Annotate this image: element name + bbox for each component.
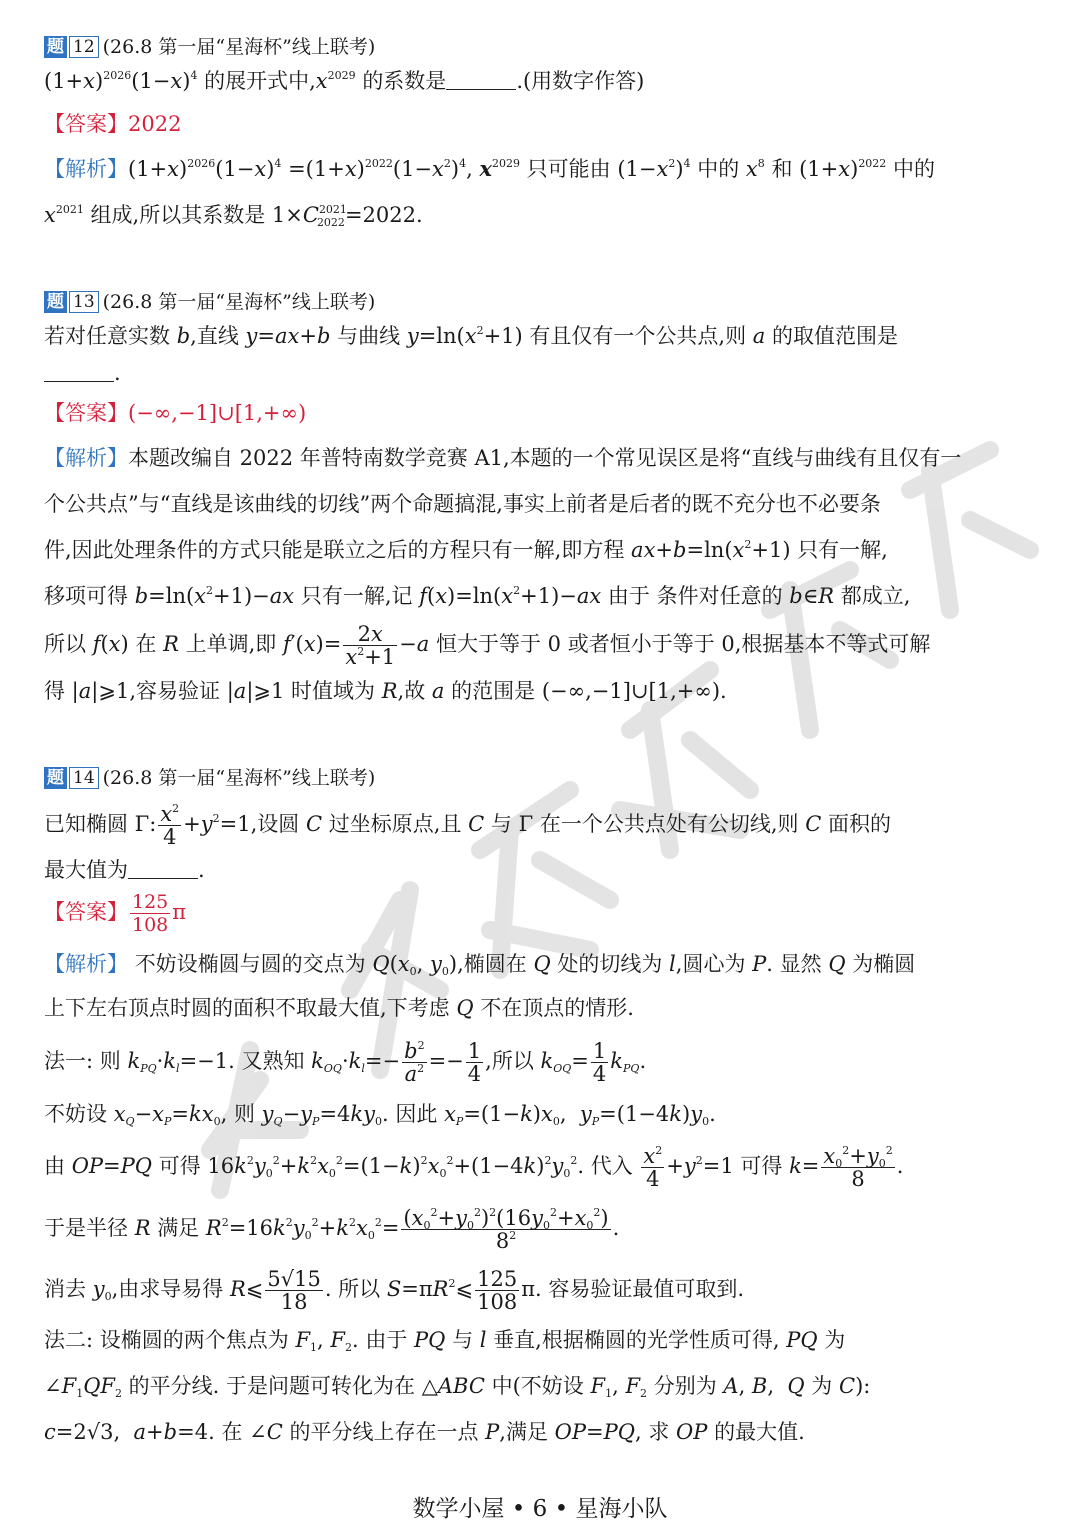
q12-solution-line2: $x^{2021}$ 组成,所以其系数是 $1\times C^{2021}_{2022}=2022$. [44, 203, 423, 229]
q14-answer [44, 890, 1040, 936]
q13-stem-line1: 若对任意实数 b,直线 y=ax+b 与曲线 $y=\ln(x^2+1)$ 有且仅有一个公共点,则 a 的取值范围是 [44, 324, 898, 348]
q13-stem-b: ,直线 [190, 324, 239, 348]
method1-label: 法一: [44, 1049, 94, 1073]
q14-m2-l3e: 的最大值. [714, 1420, 805, 1444]
q14-m2-l3d: , 求 [635, 1420, 670, 1444]
q14-m1-l3c: . 代入 [577, 1154, 633, 1178]
q13-sol-l6c: 时值域为 [291, 679, 376, 703]
answer-numerator: 125 [132, 891, 169, 913]
q14-header [44, 763, 1040, 793]
question-tag: 题 [44, 291, 67, 313]
q13-sol-l2: 个公共点”与“直线是该曲线的切线”两个命题搞混,事实上前者是后者的既不充分也不必要条 [44, 492, 881, 516]
q12-header [44, 32, 1040, 62]
q13-sol-l4b: 只有一解,记 [300, 584, 413, 608]
method2-label: 法二: [44, 1328, 94, 1352]
q12-sol-t5: 组成,所以其系数是 [90, 203, 266, 227]
q14-stem-c: 过坐标原点,且 [328, 812, 462, 836]
q14-method1-line2: 不妨设 $x_Q-x_P=kx_0$, 则 $y_Q-y_P=4ky_0$. 因此 $x_P=(1-k)x_0$, $y_P=(1-4k)y_0$. [44, 1102, 716, 1128]
q13-solution-line1 [44, 443, 1040, 473]
q14-m2-l2c: 分别为 [653, 1374, 717, 1398]
q14-m1-b: . 又熟知 [228, 1049, 305, 1073]
q14-method1-line3: 由 OP=PQ 可得 $16k^2y_0^2+k^2x_0^2=(1-k)^2x_0^2+(1-4k)^2y_0^2$. 代入 $\frac{x^2}{4}$ $+y^2=1$ 可得 k= $\frac{x_0^2+y_0^2}{8}$ . [44, 1144, 904, 1191]
answer-blank [446, 71, 516, 90]
q14-method2-line1: 法二: 设椭圆的两个焦点为 $F_1$, $F_2$. 由于 PQ 与 l 垂直,根据椭圆的光学性质可得, PQ 为 [44, 1328, 846, 1354]
answer-denominator: 108 [132, 914, 169, 936]
answer-label: 【答案】 [44, 900, 128, 924]
q14-stem-d: 与 [490, 812, 512, 836]
q12-sol-t3: 和 [771, 157, 793, 181]
answer-pi: π [172, 900, 187, 924]
q13-header [44, 287, 1040, 317]
q13-sol-l3b: 只有一解, [797, 538, 888, 562]
q14-m1-l2b: , 则 [220, 1102, 255, 1126]
q12-stem-text: 的展开式中, [204, 69, 316, 93]
q14-m1-l5b: ,由求导易得 [111, 1277, 224, 1301]
question-source: (26.8 第一届“星海杯”线上联考) [102, 291, 376, 313]
q14-stem-g: 最大值为 [44, 858, 128, 882]
page-footer: 数学小屋 • 6 • 星海小队 [412, 1496, 668, 1522]
q14-m1-l3b: 可得 [158, 1154, 201, 1178]
q14-m2-l3c: ,满足 [499, 1420, 548, 1444]
q14-stem-e: 在一个公共点处有公切线,则 [539, 812, 799, 836]
q13-sol-l4d: 都成立, [840, 584, 911, 608]
q14-method2-line2: $\angle F_1QF_2$ 的平分线. 于是问题可转化为在 △ABC 中(不妨设 $F_1$, $F_2$ 分别为 A, B, Q 为 C): [44, 1374, 871, 1400]
q12-sol-t1: 只可能由 [526, 157, 611, 181]
q13-stem-a: 若对任意实数 [44, 324, 170, 348]
q14-stem-line1: 已知椭圆 Γ: $\frac{x^2}{4}$ $+y^2=1$,设圆 C 过坐标原点,且 C 与 Γ 在一个公共点处有公切线,则 C 面积的 [44, 802, 891, 849]
q13-sol-l6d: ,故 [397, 679, 426, 703]
q14-m2-e: 为 [824, 1328, 846, 1352]
question-number: 12 [69, 36, 99, 58]
q13-answer [44, 398, 1040, 428]
q14-stem-b: ,设圆 [250, 812, 300, 836]
answer-label: 【答案】 [44, 112, 128, 136]
answer-value: 2022 [128, 112, 182, 136]
q13-solution-line2 [44, 489, 1040, 519]
q13-solution-line6: 得 |a|⩾1,容易验证 |a|⩾1 时值域为 R,故 a 的范围是 (−∞,−1]∪[1,+∞). [44, 679, 727, 703]
q13-solution-line3: 件,因此处理条件的方式只能是联立之后的方程只有一解,即方程 $ax+b=\ln(x^2+1)$ 只有一解, [44, 538, 888, 562]
q14-m2-l2b: 中(不妨设 [491, 1374, 584, 1398]
q13-sol-l4a: 移项可得 [44, 584, 128, 608]
q14-solution-line2: 上下左右顶点时圆的面积不取最大值,下考虑 Q 不在顶点的情形. [44, 996, 634, 1020]
q14-m1-l3d: 可得 [740, 1154, 783, 1178]
question-tag: 题 [44, 36, 67, 58]
q13-sol-l5c: 上单调,即 [185, 632, 277, 656]
q14-m1-l4a: 于是半径 [44, 1216, 128, 1240]
q14-m1-l5d: . 容易验证最值可取到. [535, 1277, 745, 1301]
q13-sol-l6e: 的范围是 [451, 679, 536, 703]
q14-m2-d: 垂直,根据椭圆的光学性质可得, [493, 1328, 780, 1352]
question-tag: 题 [44, 767, 67, 789]
q14-sol-l1d: ,圆心为 [675, 952, 746, 976]
q12-stem-end: .(用数字作答) [516, 69, 645, 93]
q14-solution-line1: 【解析】 不妨设椭圆与圆的交点为 $Q(x_0$, $y_0$),椭圆在 Q 处的切线为 l,圆心为 P. 显然 Q 为椭圆 [44, 952, 916, 978]
q14-sol-l1b: ,椭圆在 [457, 952, 527, 976]
q13-stem-c: 与曲线 [337, 324, 401, 348]
q12-solution-line1: 【解析】$(1+x)^{2026}(1-x)^4 =(1+x)^{2022}(1-x^2)^4$, $x^{2029}$ 只可能由 $(1-x^2)^4$ 中的 $x^8$ 和 $(1+x)^{2022}$ 中的 [44, 156, 935, 181]
solution-label: 【解析】 [44, 157, 128, 181]
q13-sol-l5b: 在 [135, 632, 157, 656]
q14-m1-c: ,所以 [485, 1049, 534, 1073]
q13-stem-line2: . [44, 358, 1040, 388]
question-number: 14 [69, 767, 99, 789]
q14-m1-l2a: 不妨设 [44, 1102, 107, 1126]
q14-m2-l3b: 的平分线上存在一点 [289, 1420, 479, 1444]
q13-sol-l6b: ,容易验证 [129, 679, 221, 703]
q14-stem-line2: 最大值为 . [44, 858, 205, 882]
q14-stem-a: 已知椭圆 [44, 812, 128, 836]
question-source: (26.8 第一届“星海杯”线上联考) [102, 767, 376, 789]
q14-sol-l1e: . 显然 [766, 952, 822, 976]
answer-blank [128, 860, 198, 879]
q14-m2-l2d: 为 [811, 1374, 833, 1398]
q13-solution-line4: 移项可得 $b=\ln(x^2+1)-ax$ 只有一解,记 $f(x)=\ln(x^2+1)-ax$ 由于 条件对任意的 b∈R 都成立, [44, 584, 911, 608]
q14-m1-a: 则 [99, 1049, 121, 1073]
solution-label: 【解析】 [44, 446, 128, 470]
q12-answer [44, 109, 1040, 139]
q14-m1-l5a: 消去 [44, 1277, 86, 1301]
q13-sol-l1: 本题改编自 2022 年普特南数学竞赛 A1,本题的一个常见误区是将“直线与曲线有且仅有一 [128, 446, 962, 470]
q14-m1-l3a: 由 [44, 1154, 65, 1178]
q12-sol-t4: 中的 [893, 157, 935, 181]
q13-sol-l5a: 所以 [44, 632, 86, 656]
q14-method1-line4: 于是半径 R 满足 $R^2=16k^2y_0^2+k^2x_0^2=$ $\frac{(x_0^2+y_0^2)^2(16y_0^2+x_0^2)}{8^2}$ . [44, 1206, 620, 1253]
q12-stem-text2: 的系数是 [362, 69, 447, 93]
q13-sol-l6a: 得 [44, 679, 65, 703]
q14-sol-l1f: 为椭圆 [852, 952, 916, 976]
q14-sol-l2a: 上下左右顶点时圆的面积不取最大值,下考虑 [44, 996, 450, 1020]
q14-m2-l2e: ): [855, 1374, 871, 1398]
q14-method1-line1: 法一: 则 $k_{PQ}\cdot k_l=-1$. 又熟知 $k_{OQ}\cdot k_l=-$ $\frac{b^2}{a^2}$ =− $\frac{1}{4}$ ,所以 $k_{OQ}=$ $\frac{1}{4}$ $k_{PQ}$. [44, 1039, 647, 1086]
q14-sol-l1c: 处的切线为 [557, 952, 663, 976]
q14-m1-l5c: . 所以 [324, 1277, 381, 1301]
q14-sol-l2b: 不在顶点的情形. [480, 996, 634, 1020]
q14-m1-l2c: . 因此 [382, 1102, 438, 1126]
question-source: (26.8 第一届“星海杯”线上联考) [102, 36, 376, 58]
answer-blank [44, 363, 114, 382]
q14-sol-l1a: 不妨设椭圆与圆的交点为 [134, 952, 366, 976]
answer-label: 【答案】 [44, 401, 128, 425]
q14-method1-line5: 消去 $y_0$,由求导易得 R⩽ $\frac{5√15}{18}$ . 所以 $S=\pi R^2⩽$ $\frac{125}{108}$ π. 容易验证最值可取到. [44, 1267, 745, 1314]
q13-solution-line5: 所以 f(x) 在 R 上单调,即 f′(x)= $\frac{2x}{x^2+1}$ −a 恒大于等于 0 或者恒小于等于 0,根据基本不等式可解 [44, 622, 931, 669]
q14-m2-l2a: 的平分线. 于是问题可转化为在 [128, 1374, 416, 1398]
q14-method2-line3: c=2√3, a+b=4. 在 ∠C 的平分线上存在一点 P,满足 OP=PQ, 求 OP 的最大值. [44, 1420, 805, 1444]
q14-m1-l4b: 满足 [157, 1216, 200, 1240]
q13-stem-e: 的取值范围是 [771, 324, 898, 348]
q13-stem-d: 有且仅有一个公共点,则 [529, 324, 747, 348]
q13-sol-l5d: 恒大于等于 0 或者恒小于等于 0,根据基本不等式可解 [435, 632, 931, 656]
answer-value: (−∞,−1]∪[1,+∞) [128, 401, 307, 425]
q14-m2-c: 与 [452, 1328, 474, 1352]
q12-sol-t2: 中的 [697, 157, 740, 181]
solution-label: 【解析】 [44, 952, 128, 976]
q13-sol-l3a: 件,因此处理条件的方式只能是联立之后的方程只有一解,即方程 [44, 538, 625, 562]
q14-m2-a: 设椭圆的两个焦点为 [99, 1328, 289, 1352]
question-number: 13 [69, 291, 99, 313]
q12-stem: $(1+x)^{2026}(1-x)^4$ 的展开式中$,x^{2029}$ 的系数是 .(用数字作答) [44, 69, 645, 93]
q13-sol-l4c: 由于 条件对任意的 [607, 584, 783, 608]
q14-m2-b: . 由于 [351, 1328, 408, 1352]
q14-stem-f: 面积的 [827, 812, 891, 836]
q14-m2-l3a: . 在 [208, 1420, 243, 1444]
